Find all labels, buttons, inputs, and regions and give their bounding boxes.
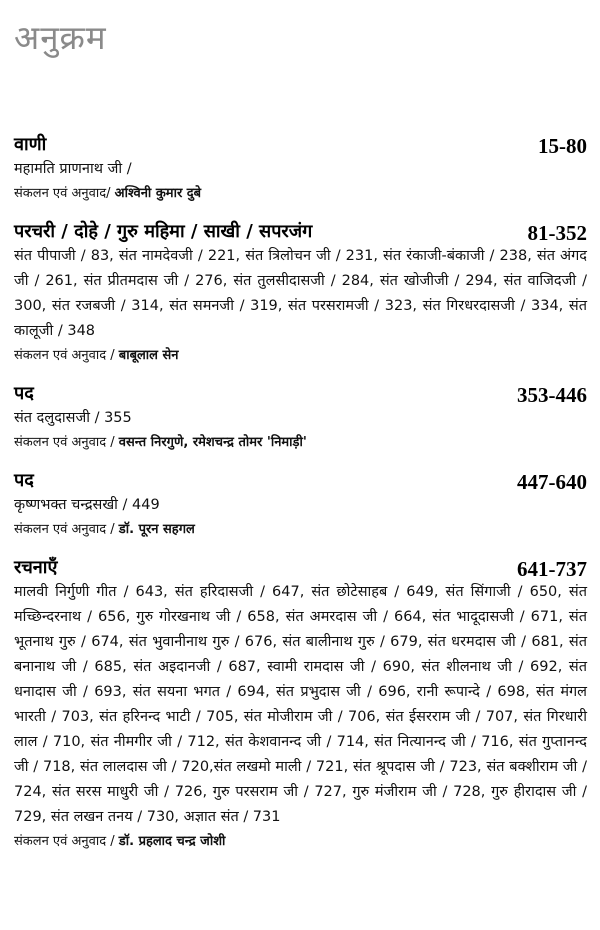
credit-label: संकलन एवं अनुवाद / bbox=[14, 522, 115, 537]
section-entries: महामति प्राणनाथ जी / bbox=[14, 161, 132, 177]
section-header bbox=[14, 132, 587, 157]
section-page-range: 15-80 bbox=[538, 134, 587, 158]
credit-name: डॉ. प्रहलाद चन्द्र जोशी bbox=[118, 834, 226, 849]
page-title: अनुक्रम bbox=[14, 18, 107, 57]
toc-section-pad-1 bbox=[14, 381, 587, 455]
section-entries: संत पीपाजी / 83, संत नामदेवजी / 221, संत त्रिलोचन जी / 231, संत रंकाजी-बंकाजी / 238, संत अंगद जी / 261, संत प्रीतमदास जी / 276, संत तुलसीदासजी / 284, संत खोजीजी / 294, संत वाजिदजी / 300, संत रजबजी / 314, संत समनजी / 319, संत परसरामजी / 323, संत गिरधरदासजी / 334, संत कालूजी / 348 bbox=[14, 248, 587, 339]
section-credit bbox=[14, 830, 587, 854]
toc-section-rachnayen bbox=[14, 555, 587, 854]
toc-section-parchari bbox=[14, 219, 587, 368]
section-page-range: 353-446 bbox=[517, 383, 587, 407]
section-title: रचनाएँ bbox=[14, 557, 58, 578]
section-entries: कृष्णभक्त चन्द्रसखी / 449 bbox=[14, 497, 160, 513]
section-title: परचरी / दोहे / गुरु महिमा / साखी / सपरजंग bbox=[14, 221, 313, 242]
toc-section-vani bbox=[14, 132, 587, 206]
credit-name: अश्विनी कुमार दुबे bbox=[114, 186, 202, 201]
credit-label: संकलन एवं अनुवाद / bbox=[14, 435, 115, 450]
credit-label: संकलन एवं अनुवाद/ bbox=[14, 186, 111, 201]
section-page-range: 447-640 bbox=[517, 470, 587, 494]
section-page-range: 81-352 bbox=[527, 221, 587, 245]
table-of-contents bbox=[14, 132, 587, 867]
section-header bbox=[14, 468, 587, 493]
credit-label: संकलन एवं अनुवाद / bbox=[14, 348, 115, 363]
section-entries: संत दलुदासजी / 355 bbox=[14, 410, 132, 426]
section-title: पद bbox=[14, 383, 34, 404]
section-title: वाणी bbox=[14, 134, 47, 155]
credit-name: वसन्त निरगुणे, रमेशचन्द्र तोमर 'निमाड़ी' bbox=[118, 435, 307, 450]
section-credit bbox=[14, 518, 587, 542]
section-credit bbox=[14, 182, 587, 206]
section-title: पद bbox=[14, 470, 34, 491]
section-header bbox=[14, 381, 587, 406]
section-entries: मालवी निर्गुणी गीत / 643, संत हरिदासजी / 647, संत छोटेसाहब / 649, संत सिंगाजी / 650, संत मच्छिन्दरनाथ / 656, गुरु गोरखनाथ जी / 658, संत अमरदास जी / 664, संत भादूदासजी / 671, संत भूतनाथ गुरु / 674, संत भुवानीनाथ गुरु / 676, संत बालीनाथ गुरु / 679, संत धरमदास जी / 681, संत बनानाथ जी / 685, संत अइदानजी / 687, स्वामी रामदास जी / 690, संत शीलनाथ जी / 692, संत धनादास जी / 693, संत सयना भगत / 694, संत प्रभुदास जी / 696, रानी रूपान्दे / 698, संत मंगल भारती / 703, संत हरिनन्द भाटी / 705, संत मोजीराम जी / 706, संत ईसरराम जी / 707, संत गिरधारी लाल / 710, संत नीमगीर जी / 712, संत केशवानन्द जी / 714, संत नित्यानन्द जी / 716, संत गुप्तानन्द जी / 718, संत लालदास जी / 720,संत लखमो माली / 721, संत श्रूपदास जी / 723, संत बक्शीराम जी / 724, संत सरस माधुरी जी / 726, गुरु परसराम जी / 727, गुरु मंजीराम जी / 728, गुरु हीरादास जी / 729, संत लखन तनय / 730, अज्ञात संत / 731 bbox=[14, 584, 587, 825]
section-page-range: 641-737 bbox=[517, 557, 587, 581]
toc-section-pad-2 bbox=[14, 468, 587, 542]
credit-name: डॉ. पूरन सहगल bbox=[118, 522, 195, 537]
section-credit bbox=[14, 344, 587, 368]
credit-label: संकलन एवं अनुवाद / bbox=[14, 834, 115, 849]
credit-name: बाबूलाल सेन bbox=[118, 348, 179, 363]
section-header bbox=[14, 555, 587, 580]
section-credit bbox=[14, 431, 587, 455]
section-header bbox=[14, 219, 587, 244]
